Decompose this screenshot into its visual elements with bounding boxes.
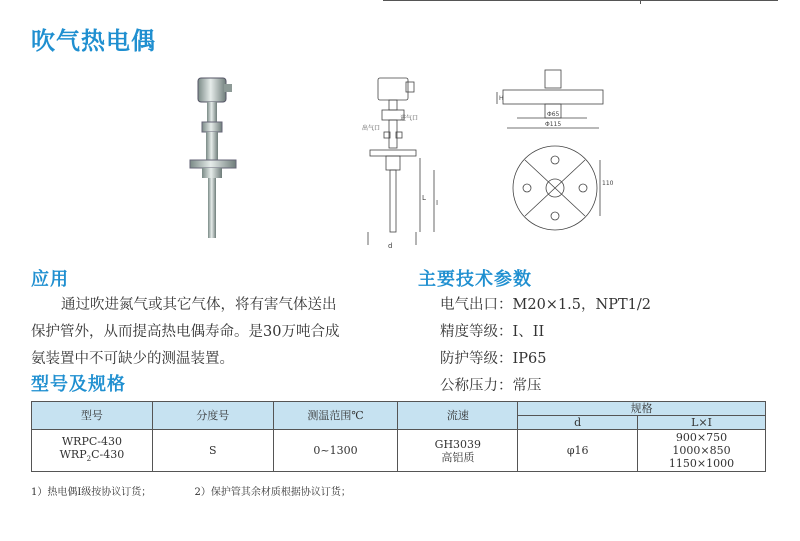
spec-item-accuracy: 精度等级：I、II bbox=[440, 324, 545, 340]
note-2: 2）保护管其余材质根据协议订货； bbox=[194, 487, 351, 498]
dim-d: d bbox=[388, 242, 393, 250]
specs-heading: 主要技术参数 bbox=[418, 269, 532, 290]
dim-110: 110 bbox=[602, 180, 614, 187]
lxi-3: 1150×1000 bbox=[668, 457, 735, 470]
footnotes bbox=[31, 483, 391, 498]
header-graduation: 分度号 bbox=[152, 402, 273, 430]
table-row bbox=[32, 430, 766, 472]
dim-115: Φ115 bbox=[545, 121, 562, 128]
application-line-1: 通过吹进氮气或其它气体，将有害气体送出 bbox=[61, 297, 337, 313]
inlet-right-label: 进气口 bbox=[400, 115, 419, 122]
dim-L: L bbox=[422, 194, 426, 202]
header-flow: 流速 bbox=[398, 402, 518, 430]
model-2-prefix: WRP bbox=[59, 447, 87, 461]
application-heading: 应用 bbox=[31, 269, 69, 290]
model-heading: 型号及规格 bbox=[31, 374, 126, 395]
application-line-3: 氨装置中不可缺少的测温装置。 bbox=[31, 351, 234, 367]
lxi-1: 900×750 bbox=[675, 431, 728, 444]
specs-list bbox=[440, 292, 651, 400]
flow-1: GH3039 bbox=[434, 437, 482, 451]
top-rule-tick bbox=[640, 0, 641, 4]
dim-H: H bbox=[499, 95, 504, 102]
header-spec: 规格 bbox=[518, 402, 766, 416]
flow-2: 高铝质 bbox=[441, 450, 475, 464]
cell-d: φ16 bbox=[518, 430, 638, 472]
side-drawing bbox=[360, 70, 440, 250]
header-model: 型号 bbox=[32, 402, 153, 430]
model-2-sub: 2 bbox=[86, 455, 92, 464]
note-1: 1）热电偶Ⅰ级按协议订货； bbox=[31, 487, 152, 498]
dim-65: Φ65 bbox=[547, 111, 560, 118]
cell-model bbox=[32, 430, 153, 472]
header-d: d bbox=[518, 416, 638, 430]
flange-side-drawing bbox=[495, 70, 605, 140]
product-photo bbox=[180, 70, 260, 245]
cell-flow bbox=[398, 430, 518, 472]
cell-range: 0~1300 bbox=[273, 430, 398, 472]
application-text bbox=[31, 292, 391, 373]
flange-top-drawing bbox=[510, 140, 614, 240]
model-2-suffix: C-430 bbox=[91, 447, 125, 461]
header-range: 测温范围℃ bbox=[273, 402, 398, 430]
spec-item-pressure: 公称压力：常压 bbox=[440, 378, 542, 394]
dim-I: I bbox=[436, 199, 439, 207]
header-lxi: L×I bbox=[638, 416, 766, 430]
model-1: WRPC-430 bbox=[61, 434, 122, 448]
spec-item-protection: 防护等级：IP65 bbox=[440, 351, 547, 367]
top-rule bbox=[383, 0, 778, 1]
page-title: 吹气热电偶 bbox=[31, 27, 156, 55]
spec-item-outlet: 电气出口：M20×1.5，NPT1/2 bbox=[440, 297, 651, 313]
cell-lxi bbox=[638, 430, 766, 472]
model-2 bbox=[32, 448, 152, 466]
application-line-2: 保护管外，从而提高热电偶寿命。是30万吨合成 bbox=[31, 324, 340, 340]
spec-table bbox=[31, 401, 766, 472]
lxi-2: 1000×850 bbox=[672, 444, 731, 457]
inlet-left-label: 出气口 bbox=[362, 125, 381, 132]
cell-graduation: S bbox=[152, 430, 273, 472]
